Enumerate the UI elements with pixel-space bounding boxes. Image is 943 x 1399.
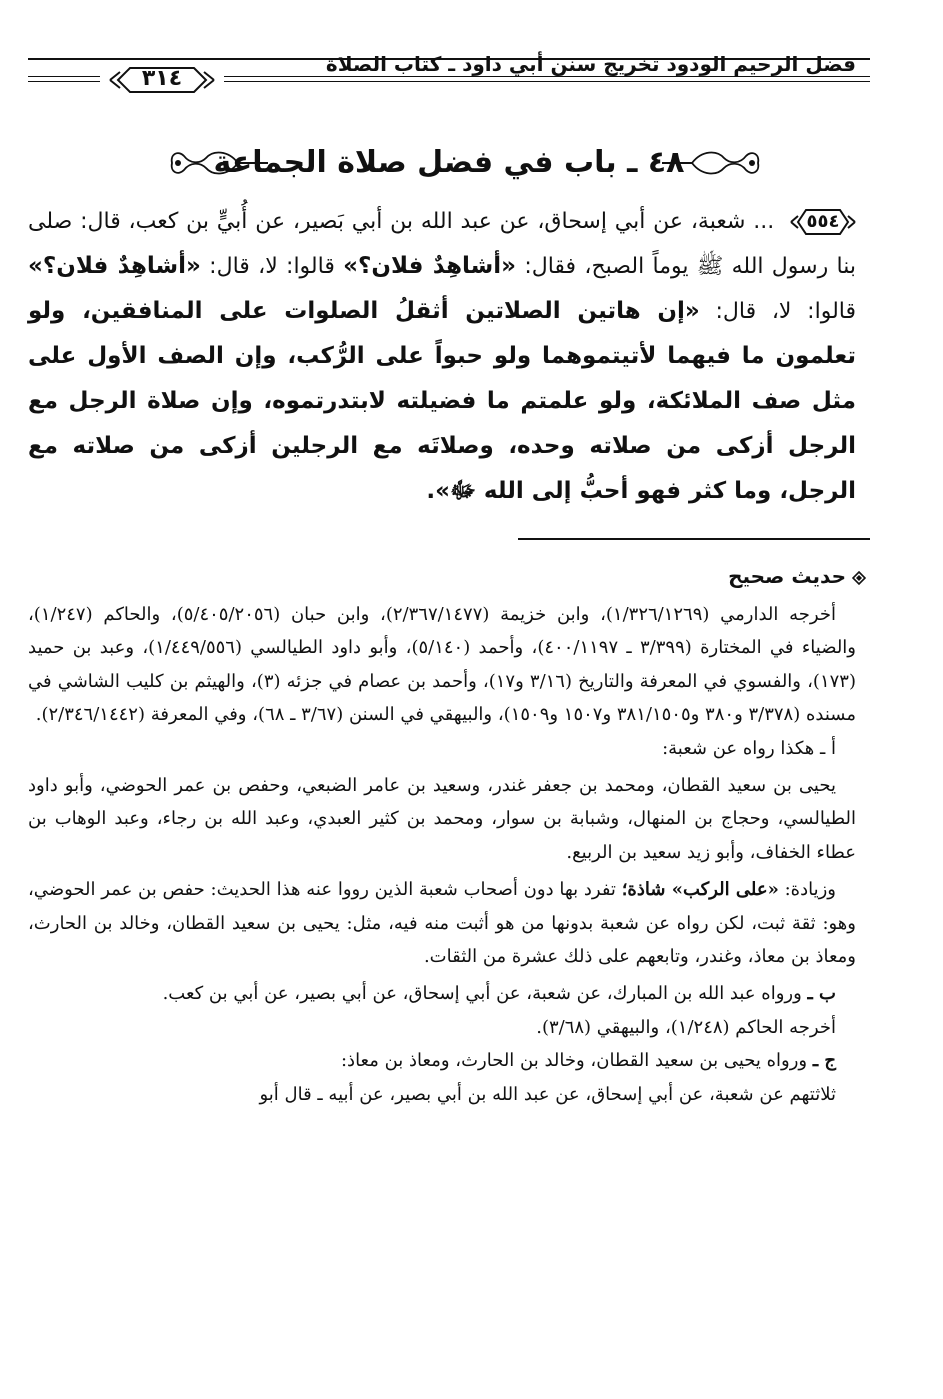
p5-letter: ب ـ — [807, 983, 836, 1005]
hadith-quote-1: «أشاهِدٌ فلان؟» — [343, 253, 517, 279]
running-title: فضل الرحيم الودود تخريج سنن أبي داود ـ كتاب الصلاة — [325, 52, 856, 76]
hadith-text — [28, 200, 856, 514]
p5-rest: ورواه عبد الله بن المبارك، عن شعبة، عن أبي إسحاق، عن أبي بصير، عن أبي بن كعب. — [162, 983, 808, 1005]
hadith-number: ٥٥٤ — [806, 211, 840, 232]
takhrij-notes — [28, 598, 856, 1111]
hadith-grade — [728, 564, 866, 588]
hadith-text-1: قالوا: لا، قال: — [200, 254, 344, 279]
takhrij-paragraph-6: أخرجه الحاكم (١/٢٤٨)، والبيهقي (٣/٦٨). — [536, 1016, 836, 1038]
hadith-number-badge — [790, 207, 856, 237]
p4-bold: «على الركب» شاذة؛ — [621, 879, 779, 901]
page-number: ٣١٤ — [141, 66, 183, 91]
header-double-rule-left-2 — [28, 81, 100, 82]
takhrij-paragraph-1: أخرجه الدارمي (١/٣٢٦/١٢٦٩)، وابن خزيمة (٢/٣٦٧/١٤٧٧)، وابن حبان (٥/٤٠٥/٢٠٥٦)، والحاكم (١/٢٤٧)، والضياء في المختارة (٣/٣٩٩ ـ ٤٠٠/١١٩٧)، وأحمد (٥/١٤٠)، وأبو داود الطيالسي (١/٤٤٩/٥٥٦)، وعبد بن حميد (١٧٣)، والفسوي في المعرفة والتاريخ (٣/١٦ و١٧)، وأحمد بن عصام في جزئه (٣)، والهيثم بن كليب الشاشي في مسنده (٣/٣٧٨ و٣٨٠ و٣٨١/١٥٠٥ و١٥٠٧ و١٥٠٩)، والبيهقي في السنن (٣/٦٧ ـ ٦٨)، وفي المعرفة (٢/٣٤٦/١٤٤٢). — [28, 604, 856, 726]
hadith-text-2: قالوا: لا، قال: — [699, 299, 856, 324]
header-double-rule-right — [224, 76, 870, 77]
grade-marker-icon — [852, 571, 866, 585]
footnote-separator — [518, 538, 870, 540]
heading-ornament-left-icon — [168, 146, 268, 180]
p7-letter: ج ـ — [812, 1050, 836, 1072]
page-number-frame — [108, 62, 216, 98]
chapter-title: ٤٨ ـ باب في فضل صلاة الجماعة — [213, 145, 685, 180]
takhrij-paragraph-7 — [28, 1044, 856, 1077]
hadith-matn: «إن هاتين الصلاتين أثقلُ الصلوات على المنافقين، ولو تعلمون ما فيهما لأتيتموهما ولو حبواً على الرُّكب، وإن الصف الأول على مثل صف الملائكة، ولو علمتم ما فضيلته لابتدرتموه، وإن صلاة الرجل مع الرجل أزكى من صلاته وحده، وصلاتَه مع الرجلين أزكى من صلاته مع الرجل، وما كثر فهو أحبُّ إلى الله ﷻ». — [28, 298, 856, 504]
takhrij-paragraph-2: أ ـ هكذا رواه عن شعبة: — [662, 737, 836, 759]
book-page — [28, 20, 870, 1380]
p7-rest: ورواه يحيى بن سعيد القطان، وخالد بن الحارث، ومعاذ بن معاذ: — [340, 1050, 813, 1072]
hadith-isnad: ... شعبة، عن أبي إسحاق، عن عبد الله بن أبي بَصير، عن أُبيٍّ بن كعب، قال: صلى بنا رسول الله ﷺ يوماً الصبح، فقال: — [28, 209, 856, 279]
p4-rest: تفرد بها دون أصحاب شعبة الذين رووا عنه هذا الحديث: حفص بن عمر الحوضي، وهو: ثقة ثبت، لكن رواه عن شعبة بدونها من هو أثبت منه فيه، مثل: يحيى بن سعيد القطان، وخالد بن الحارث، ومعاذ بن معاذ، وغندر، وتابعهم على ذلك عشرة من الثقات. — [28, 879, 856, 968]
header-rule — [28, 58, 870, 60]
grade-label: حديث صحيح — [728, 564, 846, 588]
heading-ornament-right-icon — [662, 146, 762, 180]
header-double-rule-left — [28, 76, 100, 77]
takhrij-paragraph-5 — [28, 977, 856, 1010]
takhrij-paragraph-8: ثلاثتهم عن شعبة، عن أبي إسحاق، عن عبد الله بن أبي بصير، عن أبيه ـ قال أبو — [259, 1083, 836, 1105]
takhrij-paragraph-4 — [28, 873, 856, 973]
takhrij-paragraph-3: يحيى بن سعيد القطان، ومحمد بن جعفر غندر، وسعيد بن عامر الضبعي، وحفص بن عمر الحوضي، وأبو داود الطيالسي، وحجاج بن المنهال، وشبابة بن سوار، ومحمد بن كثير العبدي، وعبد الله بن رجاء، وعبد الوهاب بن عطاء الخفاف، وأبو زيد سعيد بن الربيع. — [28, 775, 856, 863]
header-double-rule-right-2 — [224, 81, 870, 82]
p4-lead: وزيادة: — [778, 879, 836, 901]
hadith-quote-2: «أشاهِدٌ فلان؟» — [28, 253, 201, 279]
chapter-heading — [28, 138, 870, 188]
